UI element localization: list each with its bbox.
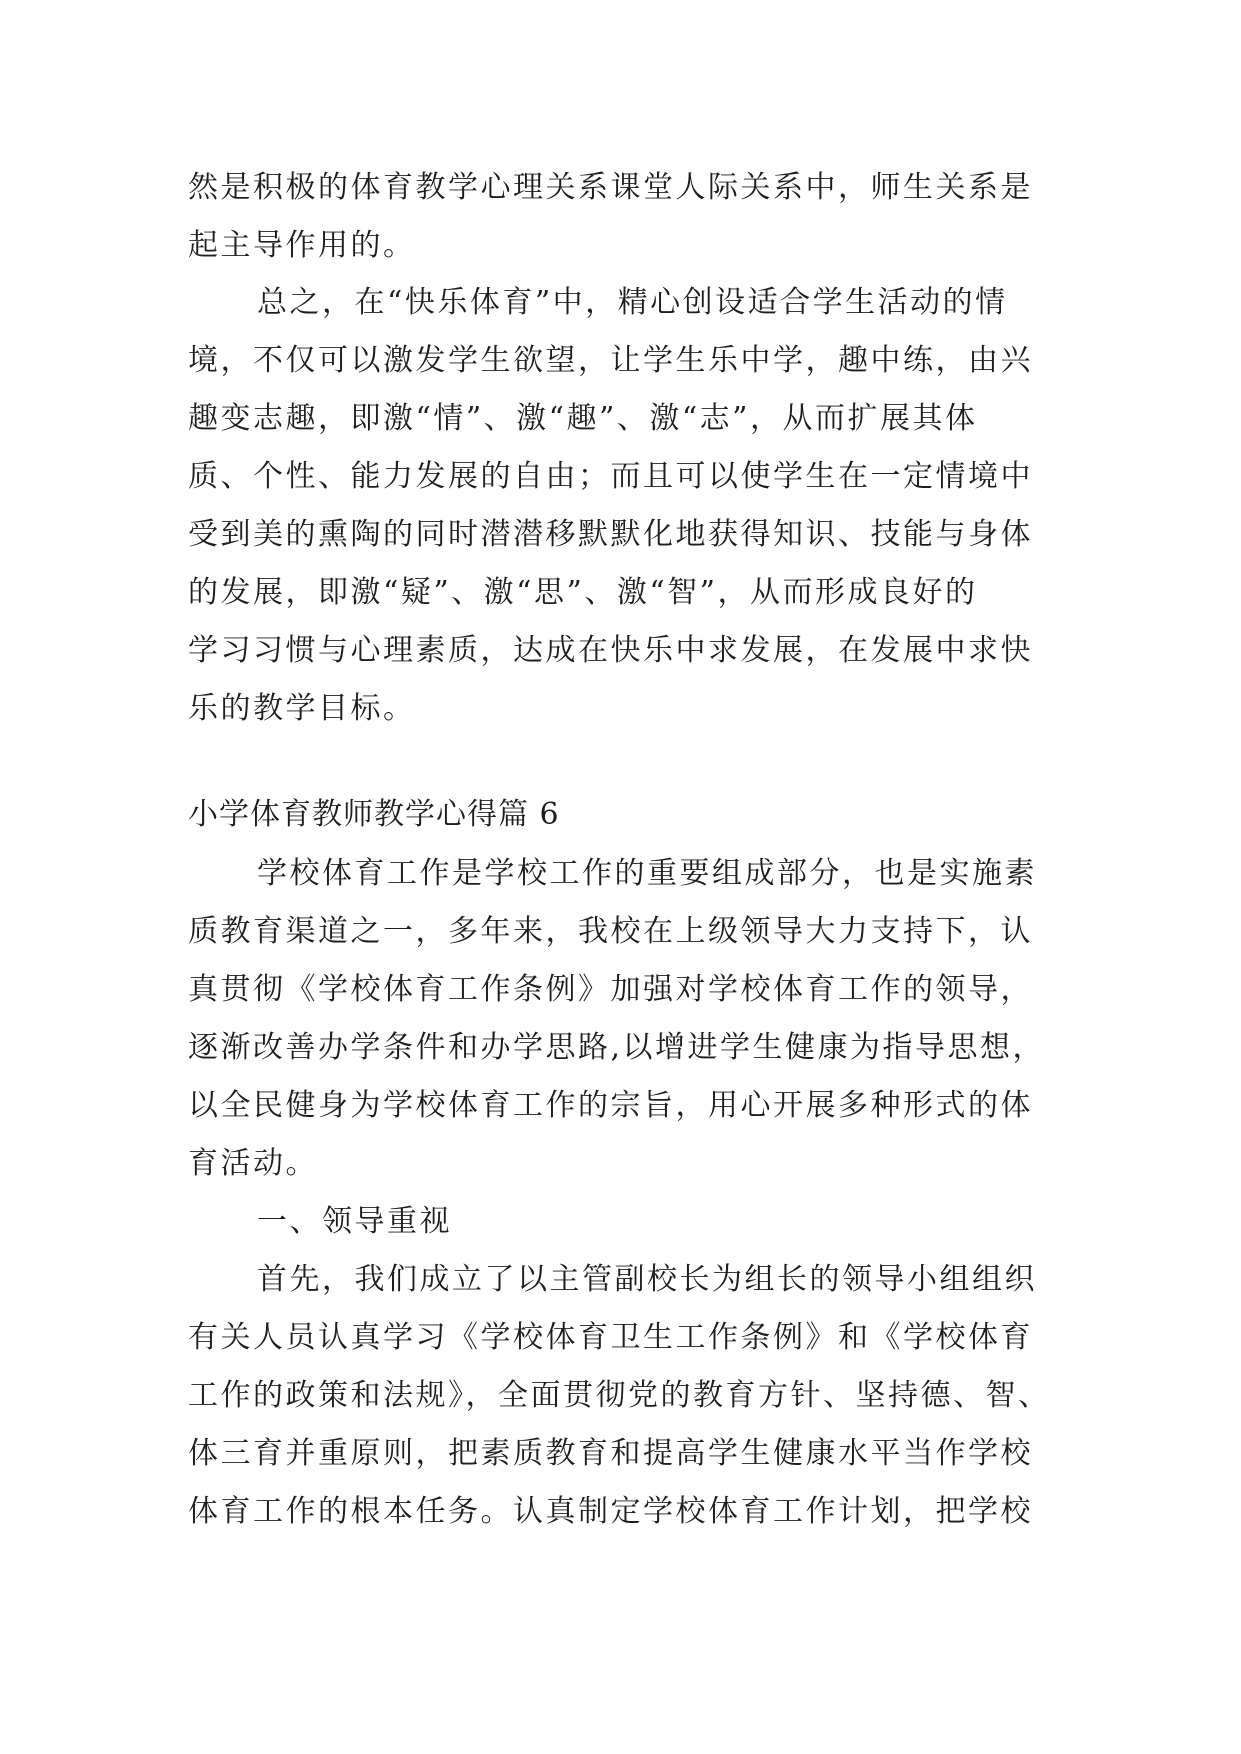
- subsection-heading: 一、领导重视: [257, 1204, 452, 1239]
- section-heading: 小学体育教师教学心得篇 6: [188, 797, 560, 832]
- body-text-line: 的发展，即激“疑”、激“思”、激“智”，从而形成良好的: [188, 575, 978, 610]
- body-text-line: 真贯彻《学校体育工作条例》加强对学校体育工作的领导，: [188, 972, 1033, 1007]
- body-text-line: 趣变志趣，即激“情”、激“趣”、激“志”，从而扩展其体: [188, 401, 978, 436]
- body-text-line: 首先，我们成立了以主管副校长为组长的领导小组组织: [257, 1262, 1037, 1297]
- body-text-line: 体三育并重原则，把素质教育和提高学生健康水平当作学校: [188, 1436, 1033, 1471]
- body-text-line: 受到美的熏陶的同时潜潜移默默化地获得知识、技能与身体: [188, 517, 1033, 552]
- body-text-line: 有关人员认真学习《学校体育卫生工作条例》和《学校体育: [188, 1320, 1033, 1355]
- body-text-line: 学习习惯与心理素质，达成在快乐中求发展，在发展中求快: [188, 633, 1033, 668]
- body-text-line: 育活动。: [188, 1146, 318, 1181]
- body-text-line: 然是积极的体育教学心理关系课堂人际关系中，师生关系是: [188, 170, 1033, 205]
- body-text-line: 体育工作的根本任务。认真制定学校体育工作计划，把学校: [188, 1494, 1033, 1529]
- body-text-line: 逐渐改善办学条件和办学思路,以增进学生健康为指导思想，: [188, 1030, 1046, 1065]
- body-text-line: 境，不仅可以激发学生欲望，让学生乐中学，趣中练，由兴: [188, 343, 1033, 378]
- body-text-line: 总之，在“快乐体育”中，精心创设适合学生活动的情: [257, 285, 1008, 320]
- body-text-line: 以全民健身为学校体育工作的宗旨，用心开展多种形式的体: [188, 1088, 1033, 1123]
- body-text-line: 质、个性、能力发展的自由；而且可以使学生在一定情境中: [188, 459, 1033, 494]
- body-text-line: 工作的政策和法规》，全面贯彻党的教育方针、坚持德、智、: [188, 1378, 1051, 1413]
- body-text-line: 乐的教学目标。: [188, 691, 416, 726]
- body-text-line: 起主导作用的。: [188, 228, 416, 263]
- body-text-line: 学校体育工作是学校工作的重要组成部分，也是实施素: [257, 856, 1037, 891]
- body-text-line: 质教育渠道之一，多年来，我校在上级领导大力支持下，认: [188, 914, 1033, 949]
